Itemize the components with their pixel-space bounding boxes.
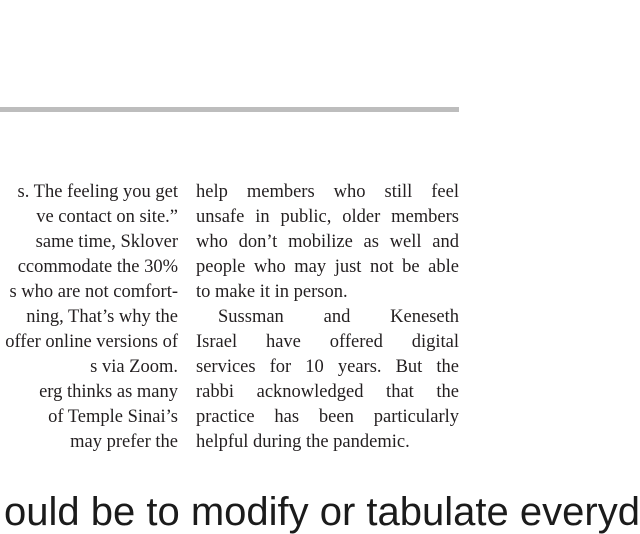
section-divider-rule bbox=[0, 107, 459, 112]
left-line: s via Zoom. bbox=[90, 357, 178, 377]
right-line: practice has been particularly bbox=[196, 407, 459, 427]
left-line: may prefer the bbox=[70, 432, 178, 452]
article-left-column bbox=[0, 180, 178, 455]
right-line: rabbi acknowledged that the bbox=[196, 382, 459, 402]
left-line: same time, Sklover bbox=[35, 232, 178, 252]
right-line: Sussman and Keneseth bbox=[218, 307, 459, 327]
left-line: ccommodate the 30% bbox=[17, 257, 178, 277]
right-line: help members who still feel bbox=[196, 182, 459, 202]
left-line: ning, That’s why the bbox=[26, 307, 178, 327]
left-line: offer online versions of bbox=[5, 332, 178, 352]
partial-heading-text: ould be to modify or tabulate everyd bbox=[4, 490, 640, 534]
right-line: to make it in person. bbox=[196, 282, 348, 302]
left-line: s who are not comfort- bbox=[9, 282, 178, 302]
right-line: people who may just not be able bbox=[196, 257, 459, 277]
left-line: s. The feeling you get bbox=[17, 182, 178, 202]
left-line: ve contact on site.” bbox=[36, 207, 178, 227]
right-line: services for 10 years. But the bbox=[196, 357, 459, 377]
right-line: helpful during the pandemic. bbox=[196, 432, 410, 452]
article-right-column bbox=[196, 180, 459, 455]
right-line: who don’t mobilize as well and bbox=[196, 232, 459, 252]
right-line: unsafe in public, older members bbox=[196, 207, 459, 227]
left-line: of Temple Sinai’s bbox=[48, 407, 178, 427]
right-line: Israel have offered digital bbox=[196, 332, 459, 352]
left-line: erg thinks as many bbox=[39, 382, 178, 402]
